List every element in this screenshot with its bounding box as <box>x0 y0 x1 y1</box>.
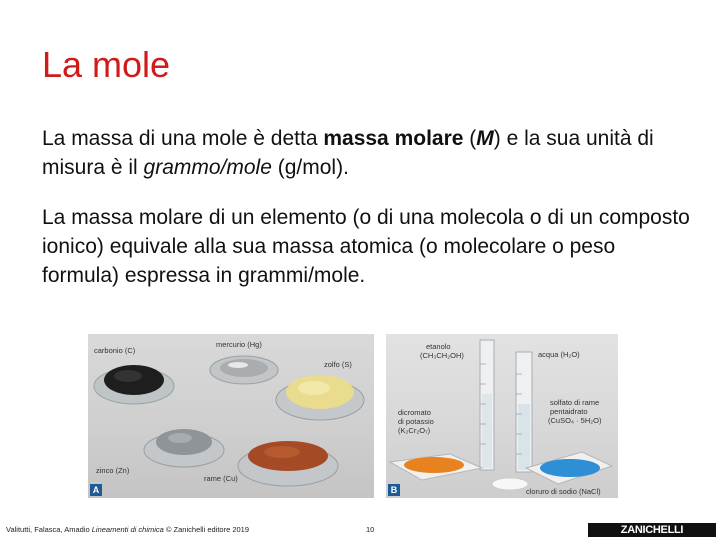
text: ) e la sua unità di misura è il <box>42 127 654 179</box>
photo-compounds <box>386 334 618 498</box>
footer-credits <box>6 525 249 534</box>
label-solfato-3: (CuSO₄ · 5H₂O) <box>548 416 602 425</box>
figure-badge-a: A <box>90 484 102 496</box>
text: (g/mol). <box>271 156 349 179</box>
label-solfato-2: pentaidrato <box>550 407 588 416</box>
publisher-logo: ZANICHELLI <box>588 523 716 537</box>
text: La massa di una mole è detta <box>42 127 324 150</box>
label-dicromato-1: dicromato <box>398 408 431 417</box>
label-rame: rame (Cu) <box>204 474 238 483</box>
symbol-m: M <box>476 127 494 150</box>
label-mercurio: mercurio (Hg) <box>216 340 262 349</box>
label-dicromato-2: di potassio <box>398 417 434 426</box>
label-etanolo: etanolo <box>426 342 451 351</box>
label-zinco: zinco (Zn) <box>96 466 130 475</box>
figure-badge-b: B <box>388 484 400 496</box>
credits-authors: Valitutti, Falasca, Amadio <box>6 525 92 534</box>
paragraph-molar-mass <box>42 124 692 182</box>
label-etanolo-formula: (CH₃CH₂OH) <box>420 351 464 360</box>
italic-unit: grammo/mole <box>143 156 272 179</box>
label-cloruro: cloruro di sodio (NaCl) <box>526 487 601 496</box>
credits-book-title: Lineamenti di chimica <box>91 525 164 534</box>
label-solfato-1: solfato di rame <box>550 398 600 407</box>
page-number: 10 <box>366 525 375 534</box>
bold-term: massa molare <box>323 127 464 150</box>
label-acqua: acqua (H₂O) <box>538 350 580 359</box>
photo-elements <box>88 334 374 498</box>
text: ( <box>463 127 477 150</box>
label-carbonio: carbonio (C) <box>94 346 136 355</box>
credits-publisher: © Zanichelli editore 2019 <box>163 525 250 534</box>
label-dicromato-3: (K₂Cr₂O₇) <box>398 426 431 435</box>
slide-title: La mole <box>42 44 171 85</box>
footer <box>0 520 720 540</box>
label-zolfo: zolfo (S) <box>324 360 352 369</box>
paragraph-element-mass: La massa molare di un elemento (o di una molecola o di un composto ionico) equivale alla sua massa atomica (o molecolare o peso formula) espressa in grammi/mole. <box>42 206 690 287</box>
